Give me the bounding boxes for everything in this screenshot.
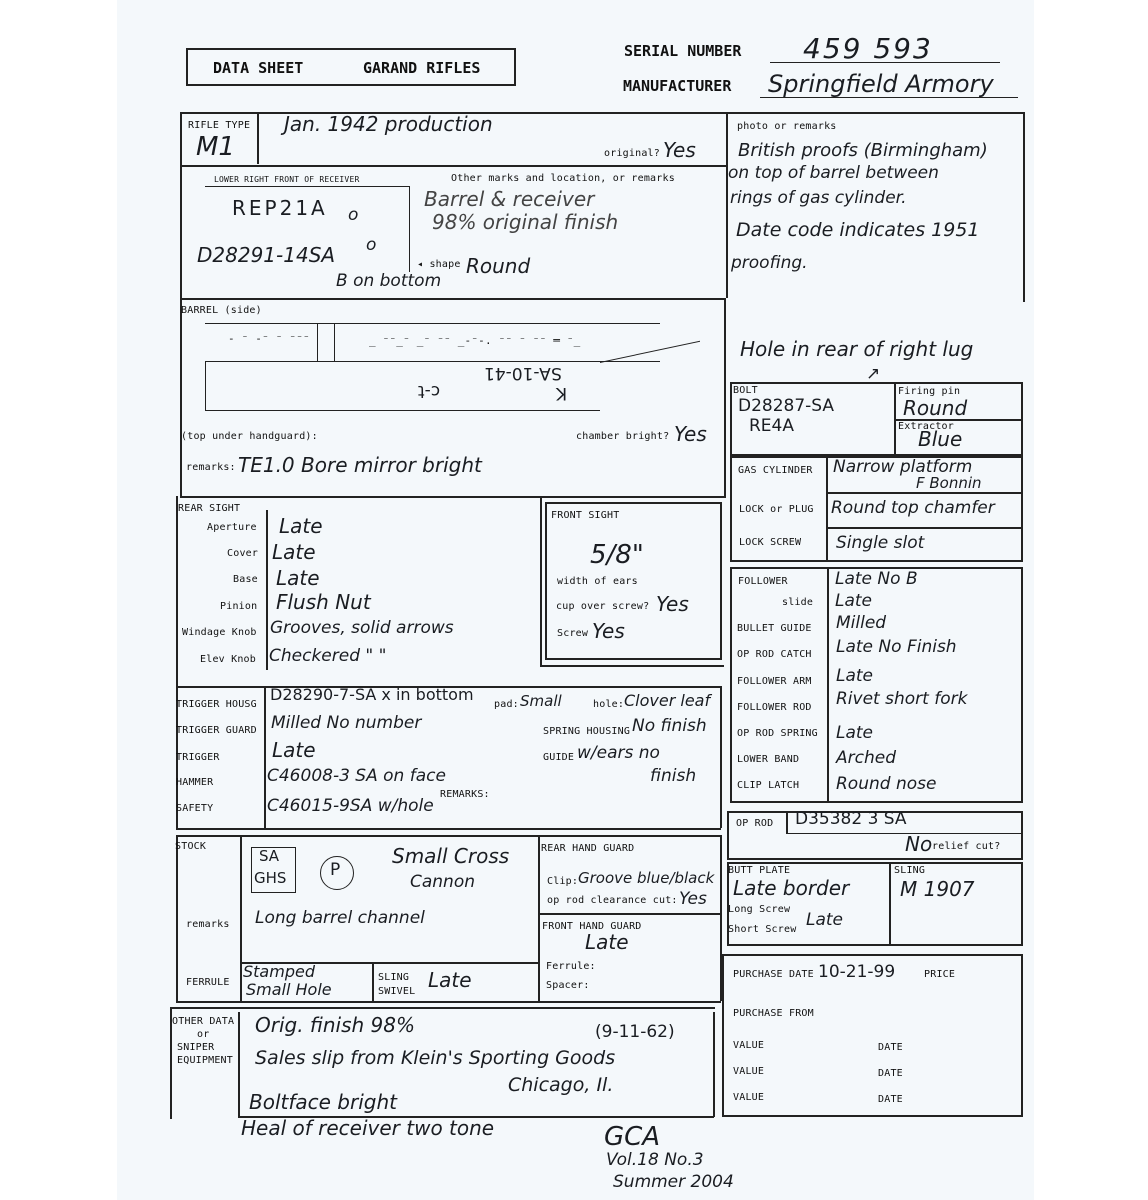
spring-housing-label: SPRING HOUSING — [543, 726, 631, 737]
other-marks-label: Other marks and location, or remarks — [451, 173, 675, 184]
hole-label: hole: — [593, 699, 625, 710]
front-hand-guard-label: FRONT HAND GUARD — [542, 921, 642, 932]
value-label-1: VALUE — [733, 1040, 765, 1051]
receiver-circle2: o — [366, 235, 377, 255]
purchase-from-label: PURCHASE FROM — [733, 1008, 814, 1019]
lock-screw-label: LOCK SCREW — [739, 537, 802, 548]
chamber-value: Yes — [674, 422, 707, 446]
sling-swivel-label-2: SWIVEL — [378, 986, 416, 997]
op-rod-label: OP ROD — [736, 818, 774, 829]
barrel-breech-end — [205, 361, 206, 411]
bolt-value-2: RE4A — [749, 416, 794, 436]
rear-sight-row-0-value: Late — [279, 514, 323, 538]
other-right — [713, 1012, 715, 1117]
front-sight-left-outer — [540, 496, 542, 666]
date-label-3: DATE — [878, 1094, 903, 1105]
trigger-label: TRIGGER — [176, 752, 220, 763]
rifle-type-label: RIFLE TYPE — [188, 120, 251, 131]
shape-label-text: shape — [429, 259, 461, 270]
front-sight-label: FRONT SIGHT — [551, 510, 620, 521]
manufacturer-label: MANUFACTURER — [623, 77, 732, 95]
rear-sight-row-3-label: Pinion — [220, 601, 258, 612]
hole-value: Clover leaf — [624, 691, 711, 710]
source-line-1: GCA — [604, 1122, 661, 1152]
rear-sight-row-5-label: Elev Knob — [200, 654, 256, 665]
stock-mark-1: Small Cross — [392, 844, 510, 868]
follower-row-8-value: Round nose — [836, 774, 937, 794]
screw-value: Late — [806, 910, 844, 930]
receiver-bottom — [180, 298, 726, 300]
butt-plate-label: BUTT PLATE — [728, 865, 791, 876]
barrel-right-border — [724, 298, 726, 496]
date-label-1: DATE — [878, 1042, 903, 1053]
trigger-remarks-label: REMARKS: — [440, 789, 490, 800]
follower-row-1-value: Late — [835, 591, 873, 611]
stock-remarks-label: remarks — [186, 919, 230, 930]
barrel-stamp-1: SA-10-41 — [484, 363, 562, 383]
title-right: GARAND RIFLES — [363, 59, 481, 77]
bolt-label: BOLT — [733, 385, 758, 396]
front-sight-bottom — [540, 665, 724, 667]
rear-sight-row-4-label: Windage Knob — [182, 627, 257, 638]
clip-label: Clip: — [547, 876, 579, 887]
source-line-3: Summer 2004 — [613, 1172, 734, 1192]
barrel-stamp-2: K — [556, 383, 568, 403]
footer-note: Heal of receiver two tone — [241, 1116, 495, 1140]
pad-label: pad: — [494, 699, 519, 710]
trigger-guard-label: TRIGGER GUARD — [176, 725, 257, 736]
value-label-2: VALUE — [733, 1066, 765, 1077]
follower-row-4-label: FOLLOWER ARM — [737, 676, 812, 687]
follower-row-1-label: slide — [782, 597, 814, 608]
receiver-label: LOWER RIGHT FRONT OF RECEIVER — [214, 175, 360, 184]
barrel-lower-outline — [205, 410, 600, 411]
hole-note: Hole in rear of right lug — [740, 337, 974, 361]
follower-row-5-value: Rivet short fork — [836, 689, 968, 709]
short-screw-label: Short Screw — [728, 924, 797, 935]
other-label-1: OTHER DATA — [172, 1016, 235, 1027]
stock-right — [538, 835, 540, 1001]
receiver-box-right — [409, 186, 410, 272]
gas-cylinder-label: GAS CYLINDER — [738, 465, 813, 476]
stock-bottom — [176, 1001, 721, 1003]
receiver-circle1: o — [348, 205, 359, 225]
rifle-type-value: M1 — [196, 132, 235, 162]
photo-remarks-1: British proofs (Birmingham) — [738, 140, 988, 161]
trigger-guard-value: Milled No number — [271, 713, 422, 733]
trigger-right — [720, 686, 722, 828]
other-label-2: or — [197, 1029, 210, 1040]
manufacturer-value: Springfield Armory — [768, 70, 994, 98]
purchase-date-label: PURCHASE DATE — [733, 969, 814, 980]
sling-swivel-value: Late — [428, 968, 472, 992]
right-border-top — [1023, 112, 1025, 302]
front-hand-guard-value: Late — [585, 930, 629, 954]
other-label-3: SNIPER — [177, 1042, 215, 1053]
rear-sight-row-2-value: Late — [276, 566, 320, 590]
follower-row-7-label: LOWER BAND — [737, 754, 800, 765]
serial-value: 459 593 — [803, 32, 933, 65]
trigger-bottom — [176, 828, 721, 830]
receiver-line1: REP21A — [232, 196, 328, 220]
barrel-bottom — [180, 496, 726, 498]
clearance-cut-value: Yes — [679, 889, 707, 909]
relief-cut-label: relief cut? — [932, 841, 1001, 852]
stock-divider — [240, 835, 242, 1001]
stock-label: STOCK — [175, 841, 207, 852]
receiver-bottom-note: B on bottom — [336, 271, 442, 291]
follower-row-5-label: FOLLOWER ROD — [737, 702, 812, 713]
date-label-2: DATE — [878, 1068, 903, 1079]
production-value: Jan. 1942 production — [284, 112, 493, 136]
sling-value: M 1907 — [900, 877, 975, 901]
rear-sight-row-3-value: Flush Nut — [276, 590, 371, 614]
cartouche-2: GHS — [254, 869, 287, 887]
butt-sling-divider — [889, 862, 891, 946]
receiver-remarks-2: 98% original finish — [432, 210, 619, 234]
shape-value: Round — [466, 254, 531, 278]
photo-remarks-5: proofing. — [731, 253, 808, 273]
trigger-value: Late — [272, 738, 316, 762]
hammer-label: HAMMER — [176, 777, 214, 788]
rear-sight-row-4-value: Grooves, solid arrows — [270, 618, 454, 638]
photo-remarks-2: on top of barrel between — [728, 163, 939, 183]
stock-remarks-value: Long barrel channel — [255, 908, 425, 928]
cup-over-screw-label: cup over screw? — [556, 601, 650, 612]
receiver-line2: D28291-14SA — [197, 243, 336, 267]
source-line-2: Vol.18 No.3 — [606, 1150, 704, 1170]
sling-swivel-label-1: SLING — [378, 972, 410, 983]
op-rod-divider — [786, 811, 788, 833]
ferrule-value-1: Stamped — [243, 962, 315, 981]
gas-cylinder-value-1: Narrow platform — [833, 457, 973, 477]
spring-housing-value: No finish — [632, 716, 707, 736]
trigger-housing-value: D28290-7-SA x in bottom — [270, 685, 474, 704]
hole-arrow: ↗ — [866, 364, 881, 384]
hand-guard-split — [538, 913, 720, 915]
safety-value: C46015-9SA w/hole — [267, 796, 434, 816]
receiver-label-rule — [205, 186, 410, 187]
stock-swivel-divider — [372, 962, 374, 1001]
ferrule-label: FERRULE — [186, 977, 230, 988]
serial-label: SERIAL NUMBER — [624, 42, 742, 60]
guide-value-2: finish — [650, 766, 697, 786]
gas-cylinder-value-2: F Bonnin — [916, 474, 982, 492]
other-line-2: Sales slip from Klein's Sporting Goods — [255, 1047, 616, 1069]
other-line-1: Orig. finish 98% — [255, 1013, 415, 1037]
other-label-4: EQUIPMENT — [177, 1055, 233, 1066]
cartouche-1: SA — [259, 847, 280, 865]
follower-row-7-value: Arched — [836, 748, 896, 768]
follower-divider — [827, 567, 829, 803]
sling-label: SLING — [894, 865, 926, 876]
firing-pin-value: Round — [903, 396, 968, 420]
front-screw-value: Yes — [592, 619, 625, 643]
chamber-label: chamber bright? — [576, 431, 670, 442]
barrel-remarks-label: remarks: — [186, 462, 236, 473]
other-line-4: Boltface bright — [249, 1090, 397, 1114]
other-divider — [238, 1012, 240, 1117]
rear-hand-guard-label: REAR HAND GUARD — [541, 843, 635, 854]
rear-sight-row-0-label: Aperture — [207, 522, 257, 533]
follower-row-3-value: Late No Finish — [836, 637, 957, 657]
spacer-label: Spacer: — [546, 980, 590, 991]
long-screw-label: Long Screw — [728, 904, 791, 915]
rifle-type-bottom — [180, 165, 726, 167]
front-screw-label: Screw — [557, 628, 589, 639]
barrel-label: BARREL (side) — [181, 305, 262, 316]
width-of-ears-label: width of ears — [557, 576, 638, 587]
op-rod-value: D35382 3 SA — [795, 809, 907, 829]
follower-row-3-label: OP ROD CATCH — [737, 649, 812, 660]
follower-row-0-label: FOLLOWER — [738, 576, 788, 587]
clip-value: Groove blue/black — [578, 869, 715, 887]
guide-label: GUIDE — [543, 752, 575, 763]
follower-row-2-value: Milled — [836, 613, 887, 633]
title-left: DATA SHEET — [213, 59, 304, 77]
other-top — [170, 1007, 715, 1009]
barrel-mid-outline — [205, 361, 660, 362]
other-line-3: Chicago, Il. — [508, 1074, 614, 1096]
rear-sight-divider — [266, 510, 268, 670]
rear-sight-left — [176, 496, 178, 686]
follower-row-0-value: Late No B — [835, 569, 918, 589]
photo-remarks-3: rings of gas cylinder. — [730, 188, 907, 208]
follower-row-8-label: CLIP LATCH — [737, 780, 800, 791]
lock-screw-value: Single slot — [836, 533, 925, 553]
barrel-dashes-right: _ ⁻⁻_⁻ _⁻ ⁻⁻ _-⁻-. ⁻⁻ ⁻ ⁻⁻ ═ ⁻_ — [369, 334, 581, 347]
relief-cut-value: No — [905, 832, 933, 856]
rear-sight-label: REAR SIGHT — [178, 503, 241, 514]
butt-plate-value: Late border — [733, 876, 850, 900]
barrel-stamp-3: c-t — [418, 381, 441, 401]
proof-mark: P — [330, 860, 341, 880]
hammer-value: C46008-3 SA on face — [267, 766, 446, 786]
clearance-cut-label: op rod clearance cut: — [547, 895, 678, 906]
trigger-divider — [264, 686, 266, 828]
barrel-stripe-b — [334, 323, 335, 361]
barrel-remarks-value: TE1.0 Bore mirror bright — [238, 453, 482, 477]
safety-label: SAFETY — [176, 803, 214, 814]
rear-sight-row-2-label: Base — [233, 574, 258, 585]
purchase-date-value: 10-21-99 — [818, 962, 896, 982]
other-date-note: (9-11-62) — [595, 1022, 675, 1042]
firing-pin-label: Firing pin — [898, 386, 961, 397]
barrel-top-label: (top under handguard): — [181, 431, 318, 442]
original-label: original? — [604, 148, 660, 159]
guide-value-1: w/ears no — [577, 743, 660, 763]
front-sight-value: 5/8" — [590, 540, 644, 570]
receiver-remarks-1: Barrel & receiver — [424, 187, 595, 211]
stock-mark-2: Cannon — [410, 872, 476, 892]
follower-row-4-value: Late — [836, 666, 874, 686]
rear-sight-row-1-label: Cover — [227, 548, 259, 559]
center-divider-top — [726, 112, 728, 298]
lock-plug-value: Round top chamfer — [831, 498, 995, 518]
rifle-type-divider — [257, 112, 259, 164]
photo-remarks-label: photo or remarks — [737, 121, 837, 132]
lock-plug-label: LOCK or PLUG — [739, 504, 814, 515]
barrel-top-outline — [205, 323, 660, 324]
extractor-value: Blue — [918, 427, 963, 451]
trigger-housing-label: TRIGGER HOUSG — [176, 699, 257, 710]
hand-guard-top — [538, 835, 721, 837]
pad-value: Small — [520, 692, 562, 710]
shape-label: ◂ shape — [417, 259, 461, 270]
bolt-value-1: D28287-SA — [738, 396, 835, 416]
original-value: Yes — [663, 138, 696, 162]
price-label: PRICE — [924, 969, 956, 980]
rear-sight-row-5-value: Checkered " " — [269, 646, 387, 666]
follower-row-6-value: Late — [836, 723, 874, 743]
barrel-stripe-a — [317, 323, 318, 361]
gas-divider — [826, 456, 828, 562]
hand-guard-ferrule-label: Ferrule: — [546, 961, 596, 972]
photo-remarks-4: Date code indicates 1951 — [736, 219, 980, 241]
rear-sight-row-1-value: Late — [272, 540, 316, 564]
stock-top — [176, 835, 541, 837]
extractor-label: Extractor — [898, 421, 954, 432]
stock-left — [176, 835, 178, 1001]
follower-row-6-label: OP ROD SPRING — [737, 728, 818, 739]
gas-row-1 — [826, 492, 1022, 494]
follower-row-2-label: BULLET GUIDE — [737, 623, 812, 634]
barrel-dashes-left: - ⁻ -⁻ ⁻ ⁻⁻⁻ — [228, 332, 310, 345]
gas-row-2 — [826, 527, 1022, 529]
cup-over-screw-value: Yes — [656, 592, 689, 616]
value-label-3: VALUE — [733, 1092, 765, 1103]
ferrule-value-2: Small Hole — [246, 980, 332, 999]
